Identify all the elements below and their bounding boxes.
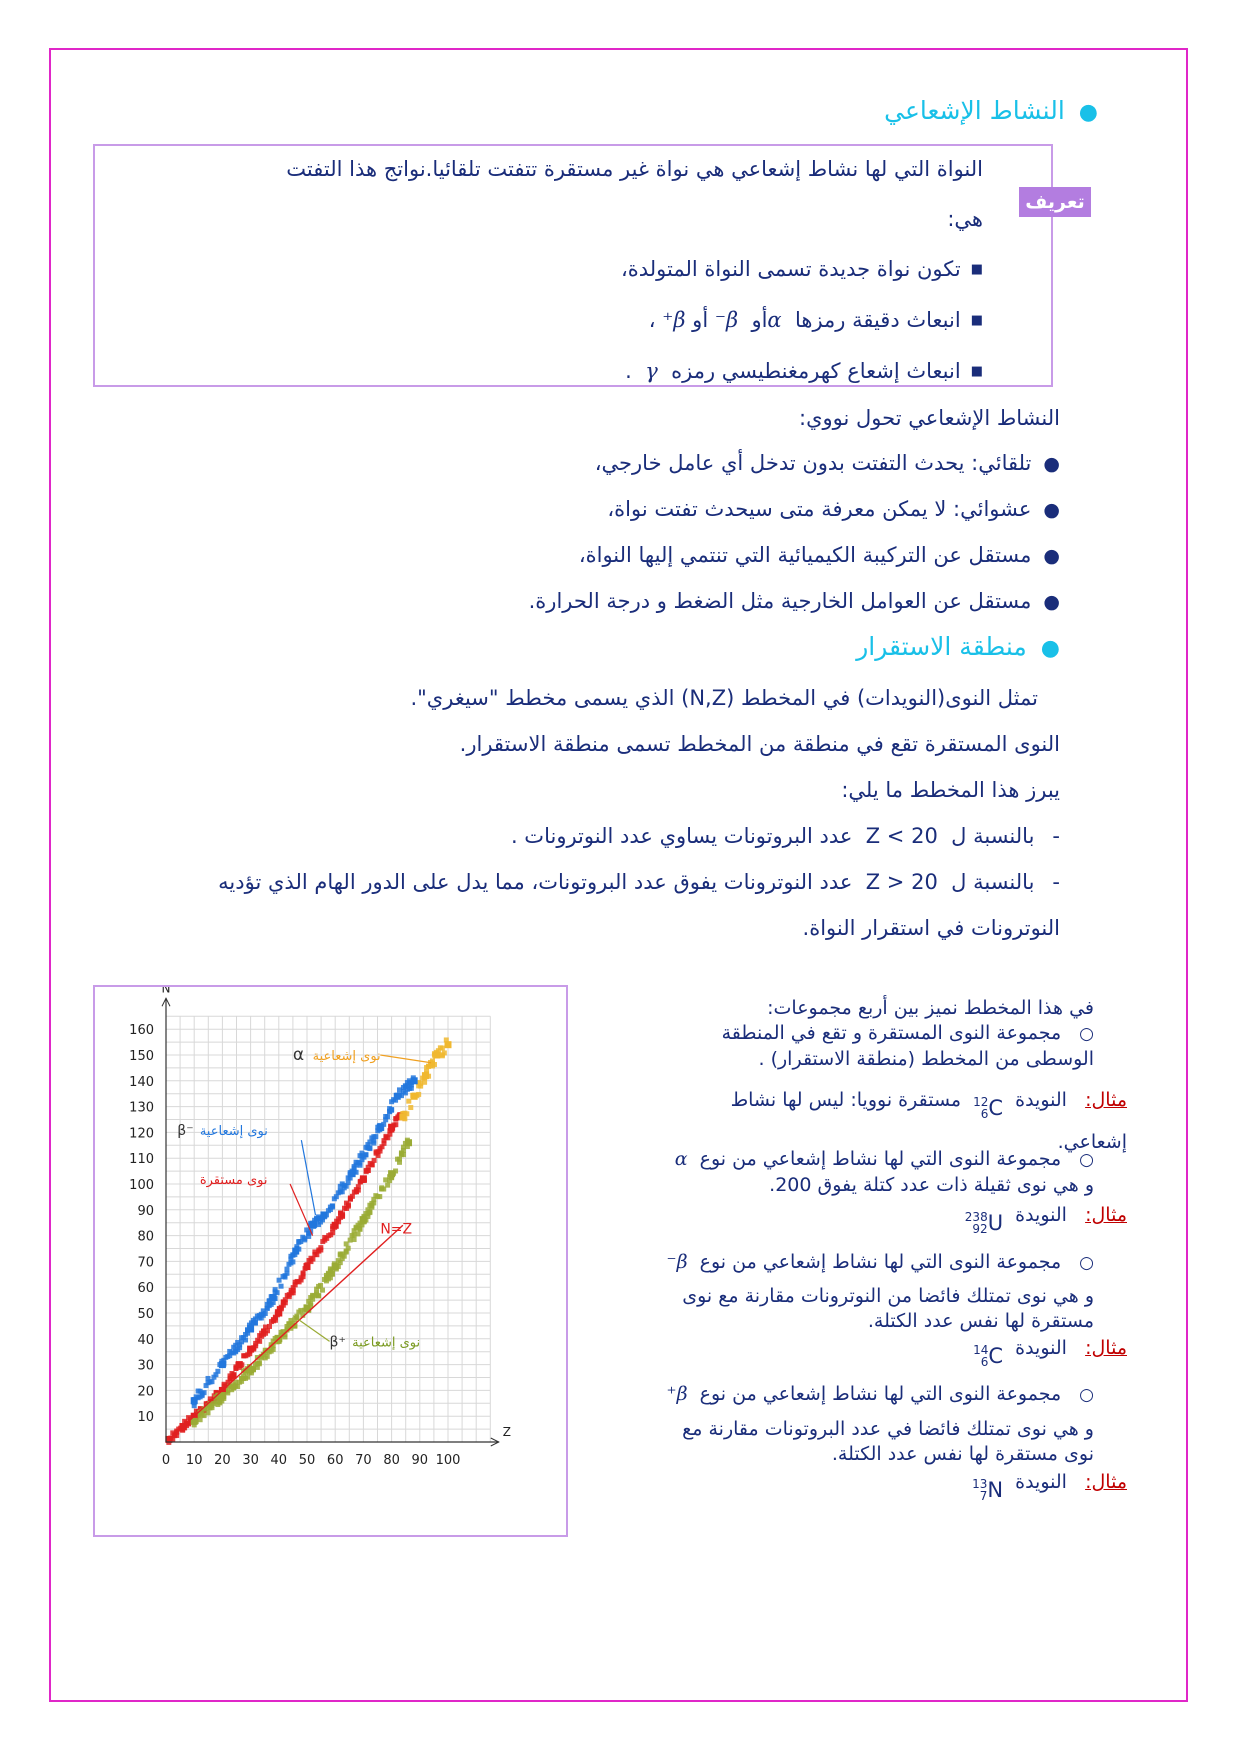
nuclide-cell xyxy=(381,1141,386,1146)
group-3: ○مجموعة النوى التي لها نشاط إشعاعي من نوع β⁻ xyxy=(666,1251,1094,1273)
x-tick-label: 20 xyxy=(214,1453,231,1468)
definition-line-1: النواة التي لها نشاط إشعاعي هي نواة غير مستقرة تتفتت تلقائيا.نواتج هذا التفتت xyxy=(286,157,983,181)
group-1-example-cont: إشعاعي. xyxy=(1057,1131,1127,1153)
y-tick-label: 100 xyxy=(129,1178,154,1193)
definition-text xyxy=(133,154,983,387)
nuclide-cell xyxy=(265,1354,270,1359)
nuclide-cell xyxy=(367,1145,372,1150)
nuclide-cell xyxy=(263,1311,268,1316)
group-1-example: مثال: النويدة 12 6 C مستقرة نوويا: ليس لها نشاط إشعاعي. xyxy=(567,1083,1127,1159)
data-point-4 xyxy=(445,1041,452,1048)
data-point-2 xyxy=(349,1170,356,1177)
data-point-1 xyxy=(304,1263,311,1270)
nuclide-cell xyxy=(373,1134,378,1139)
nuclide-cell xyxy=(385,1183,390,1188)
group-2-example: مثال: النويدة 238 92 U xyxy=(964,1204,1127,1236)
y-tick-label: 30 xyxy=(137,1358,154,1374)
nuclide-cell xyxy=(310,1257,315,1262)
data-point-2 xyxy=(292,1248,299,1255)
y-tick-label: 40 xyxy=(137,1332,154,1348)
y-tick-label: 140 xyxy=(129,1074,154,1090)
data-point-2 xyxy=(411,1077,418,1084)
data-point-2 xyxy=(309,1222,316,1229)
stability-dash-1: -بالنسبة ل Z < 20 عدد البروتونات يساوي عدد النوترونات . xyxy=(510,824,1060,848)
data-point-2 xyxy=(191,1397,198,1404)
y-tick-label: 150 xyxy=(129,1049,154,1064)
y-tick-label: 120 xyxy=(129,1126,154,1142)
nuclide-cell xyxy=(330,1204,335,1209)
nuclide-cell xyxy=(316,1293,321,1298)
nuclide-cell xyxy=(372,1158,377,1163)
stability-p2: النوى المستقرة تقع في منطقة من المخطط تسمى منطقة الاستقرار. xyxy=(459,732,1060,756)
data-point-2 xyxy=(320,1211,327,1218)
beta-minus-symbol: β⁻ xyxy=(714,308,739,332)
nuclide-cell xyxy=(370,1162,375,1167)
beta-minus-symbol: β⁻ xyxy=(666,1251,688,1273)
group-4: ○مجموعة النوى التي لها نشاط إشعاعي من نوع β⁺ xyxy=(666,1383,1094,1405)
nuclide-cell xyxy=(283,1300,288,1305)
data-point-3 xyxy=(332,1263,339,1270)
data-point-2 xyxy=(270,1294,277,1301)
stable-label: نوى مستقرة xyxy=(199,1173,268,1188)
nuclide-cell xyxy=(231,1373,236,1378)
transform-item-1: ●تلقائي: يحدث التفتت بدون تدخل أي عامل خارجي، xyxy=(594,451,1060,475)
nuclide-cell xyxy=(243,1337,248,1342)
beta-plus-symbol: β⁺ xyxy=(666,1383,688,1405)
nuclide-cell xyxy=(237,1345,242,1350)
data-point-1 xyxy=(360,1175,367,1182)
transform-item-4: ●مستقل عن العوامل الخارجية مثل الضغط و درجة الحرارة. xyxy=(528,589,1060,613)
nuclide-cell xyxy=(235,1384,240,1389)
nuclide-cell xyxy=(290,1259,295,1264)
x-tick-label: 50 xyxy=(298,1453,316,1468)
x-tick-label: 40 xyxy=(270,1453,288,1468)
alpha-symbol: α xyxy=(767,308,782,332)
nuclide-cell xyxy=(346,1204,351,1209)
chart-ticks xyxy=(129,998,499,1468)
nuclide-cell xyxy=(442,1050,447,1055)
group-4-desc: و هي نوى تمتلك فائضا في عدد البروتونات مقارنة مع نوى مستقرة لها نفس عدد الكتلة. xyxy=(682,1418,1094,1465)
data-point-1 xyxy=(332,1222,339,1229)
data-point-4 xyxy=(433,1052,440,1059)
nuclide-n13: 13 7 N xyxy=(972,1477,1004,1503)
data-point-2 xyxy=(247,1325,254,1332)
beta-minus-group-label: نوى إشعاعية xyxy=(199,1123,268,1139)
nuclide-cell xyxy=(271,1347,276,1352)
nuclide-cell xyxy=(371,1200,376,1205)
nuclide-cell xyxy=(358,1163,363,1168)
data-point-1 xyxy=(236,1361,243,1368)
group-3-example: مثال: النويدة 14 6 C xyxy=(973,1337,1127,1369)
nuclide-cell xyxy=(273,1318,278,1323)
nuclide-cell xyxy=(209,1379,214,1384)
nuclide-cell xyxy=(406,1099,411,1104)
stability-p1: تمثل النوى(النويدات) في المخطط (N,Z) الذي يسمى مخطط "سيغري". xyxy=(410,686,1038,710)
nuclide-cell xyxy=(320,1288,325,1293)
definition-bullet-3: ■انبعاث إشعاع كهرمغنطيسي رمزه γ . xyxy=(625,359,983,383)
data-point-2 xyxy=(377,1124,384,1131)
nuclide-cell xyxy=(257,1339,262,1344)
group-1: ○مجموعة النوى المستقرة و تقع في المنطقة xyxy=(721,1022,1094,1044)
transform-item-3: ●مستقل عن التركيبة الكيميائية التي تنتمي إليها النواة، xyxy=(578,543,1060,567)
x-tick-label: 0 xyxy=(161,1453,171,1468)
y-tick-label: 110 xyxy=(129,1152,154,1168)
y-tick-label: 70 xyxy=(137,1255,154,1271)
nuclide-c12: 12 6 C xyxy=(973,1095,1004,1121)
nuclide-u238: 238 92 U xyxy=(964,1210,1004,1236)
gamma-symbol: γ xyxy=(645,359,658,383)
nuclide-cell xyxy=(202,1390,207,1395)
nuclide-cell xyxy=(215,1369,220,1374)
nuclide-cell xyxy=(352,1237,357,1242)
nuclide-cell xyxy=(397,1160,402,1165)
nuclide-cell xyxy=(385,1114,390,1119)
section-heading-radioactivity: ●النشاط الإشعاعي xyxy=(884,96,1098,125)
nuclide-cell xyxy=(206,1410,211,1415)
y-tick-label: 160 xyxy=(129,1023,154,1039)
groups-intro: في هذا المخطط نميز بين أربع مجموعات: xyxy=(767,997,1094,1019)
data-point-2 xyxy=(394,1093,401,1100)
y-axis-label: N xyxy=(161,987,171,996)
nuclide-cell xyxy=(346,1180,351,1185)
definition-tag: تعريف xyxy=(1019,187,1091,217)
nuclide-cell xyxy=(367,1210,372,1215)
nuclide-cell xyxy=(366,1168,371,1173)
nuclide-cell xyxy=(376,1153,381,1158)
alpha-symbol: α xyxy=(674,1148,688,1170)
nuclide-cell xyxy=(371,1138,376,1143)
stability-dash-2-cont: النوترونات في استقرار النواة. xyxy=(802,916,1060,940)
data-point-4 xyxy=(399,1113,406,1120)
section-heading-stability: ●منطقة الاستقرار xyxy=(856,632,1060,661)
y-tick-label: 60 xyxy=(137,1281,154,1297)
nuclide-cell xyxy=(279,1284,284,1289)
beta-plus-group-label: نوى إشعاعية xyxy=(352,1335,421,1351)
nuclide-cell xyxy=(330,1272,335,1277)
segre-chart-frame xyxy=(93,985,568,1537)
x-tick-label: 100 xyxy=(435,1453,461,1468)
nuclide-cell xyxy=(408,1105,413,1110)
stability-dash-2: -بالنسبة ل Z > 20 عدد النوترونات يفوق عدد البروتونات، مما يدل على الدور الهام الذي تؤديه xyxy=(218,870,1060,894)
group-3-desc: و هي نوى تمتلك فائضا من النوترونات مقارنة مع نوى مستقرة لها نفس عدد الكتلة. xyxy=(682,1285,1094,1332)
y-tick-label: 10 xyxy=(137,1410,154,1426)
definition-line-2: هي: xyxy=(947,207,983,231)
data-point-4 xyxy=(422,1072,429,1079)
definition-bullet-1: ■تكون نواة جديدة تسمى النواة المتولدة، xyxy=(620,257,983,281)
nuclide-cell xyxy=(318,1283,323,1288)
y-tick-label: 130 xyxy=(129,1100,154,1116)
nuclide-cell xyxy=(291,1288,296,1293)
nuclide-cell xyxy=(284,1267,289,1272)
n-equals-z-label: N=Z xyxy=(380,1221,413,1238)
beta-minus-pointer xyxy=(301,1140,315,1215)
x-tick-label: 10 xyxy=(185,1453,203,1468)
group-1-line-2: الوسطى من المخطط (منطقة الاستقرار) . xyxy=(758,1048,1094,1070)
bullet-dot: ● xyxy=(1040,636,1060,661)
data-point-1 xyxy=(388,1124,395,1131)
data-point-3 xyxy=(360,1217,367,1224)
segre-chart xyxy=(95,987,565,1534)
data-point-3 xyxy=(405,1139,412,1146)
nuclide-cell xyxy=(356,1231,361,1236)
nuclide-cell xyxy=(265,1328,270,1333)
groups-column xyxy=(574,996,1094,1072)
transform-title: النشاط الإشعاعي تحول نووي: xyxy=(799,406,1060,430)
y-tick-label: 20 xyxy=(137,1384,154,1400)
beta-minus-label: β⁻ xyxy=(177,1122,194,1139)
data-point-1 xyxy=(275,1310,282,1317)
nuclide-cell xyxy=(377,1194,382,1199)
nuclide-cell xyxy=(340,1213,345,1218)
nuclide-cell xyxy=(346,1246,351,1251)
group-2: ○مجموعة النوى التي لها نشاط إشعاعي من نوع α و هي نوى ثقيلة ذات عدد كتلة يفوق 200. xyxy=(674,1148,1094,1196)
y-tick-label: 50 xyxy=(137,1307,154,1322)
x-tick-label: 60 xyxy=(326,1453,344,1468)
data-point-4 xyxy=(411,1093,418,1100)
nuclide-cell xyxy=(267,1324,272,1329)
nuclide-c14: 14 6 C xyxy=(973,1343,1004,1369)
nuclide-cell xyxy=(440,1046,445,1051)
x-tick-label: 30 xyxy=(242,1453,259,1468)
transform-list xyxy=(529,448,1060,632)
alpha-label: α xyxy=(292,1045,305,1066)
beta-plus-symbol: β⁺ xyxy=(662,308,686,332)
nuclide-cell xyxy=(301,1271,306,1276)
data-point-2 xyxy=(219,1361,226,1368)
definition-bullet-2: ■انبعاث دقيقة رمزها αأو β⁻ أو β⁺ ، xyxy=(648,308,983,332)
x-tick-label: 80 xyxy=(383,1453,400,1468)
nuclide-cell xyxy=(422,1080,427,1085)
stability-p3: يبرز هذا المخطط ما يلي: xyxy=(841,778,1060,802)
nuclide-cell xyxy=(318,1247,323,1252)
x-tick-label: 70 xyxy=(355,1453,372,1468)
bullet-dot: ● xyxy=(1078,100,1098,125)
nuclide-cell xyxy=(356,1188,361,1193)
nuclide-cell xyxy=(389,1108,394,1113)
n-equals-z-line xyxy=(166,1225,403,1442)
data-point-1 xyxy=(247,1346,254,1353)
beta-plus-pointer xyxy=(293,1316,330,1342)
alpha-group-label: نوى إشعاعية xyxy=(312,1049,381,1065)
beta-plus-label: β⁺ xyxy=(329,1334,346,1351)
nuclide-cell xyxy=(257,1361,262,1366)
nuclide-cell xyxy=(432,1062,437,1067)
transform-item-2: ●عشوائي: لا يمكن معرفة متى سيحدث تفتت نواة، xyxy=(607,497,1060,521)
data-point-3 xyxy=(388,1170,395,1177)
y-tick-label: 90 xyxy=(137,1203,154,1219)
nuclide-cell xyxy=(363,1152,368,1157)
group-4-example: مثال: النويدة 13 7 N xyxy=(972,1471,1127,1503)
y-tick-label: 80 xyxy=(137,1229,154,1245)
x-axis-label: Z xyxy=(502,1425,511,1439)
x-tick-label: 90 xyxy=(411,1453,429,1468)
